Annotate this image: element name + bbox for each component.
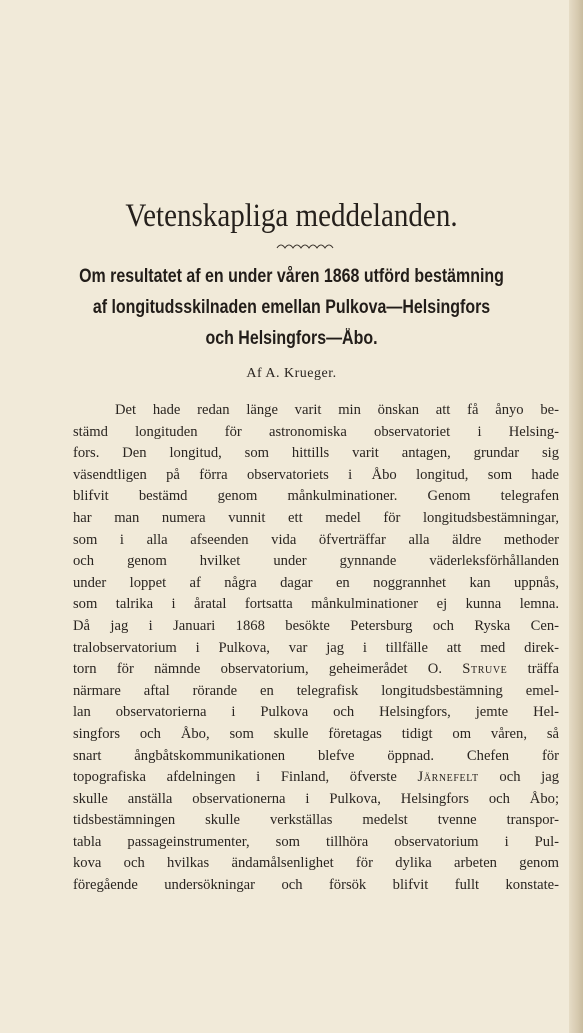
body-line: lan observatorierna i Pulkova och Helsingfors, jemte Hel-	[73, 704, 559, 721]
body-line: Det hade redan länge varit min önskan att få ånyo be-	[115, 402, 559, 418]
body-line: fors. Den longitud, som hittills varit antagen, grundar sig	[73, 445, 559, 462]
body-line: skulle anställa observationerna i Pulkova, Helsingfors och Åbo;	[73, 790, 559, 807]
body-text-run: topografiska afdelningen i Finland, öfverste	[73, 769, 418, 786]
body-text-run: träffa	[507, 661, 559, 678]
page-edge	[569, 0, 583, 1033]
article-heading-line-1: Om resultatet af en under våren 1868 utförd bestämning	[79, 266, 504, 287]
body-line: under loppet af några dagar en noggrannhet kan uppnås,	[73, 574, 559, 591]
body-line: föregående undersökningar och försök blifvit fullt konstate-	[73, 877, 559, 894]
person-name-jarnefelt: Järnefelt	[417, 769, 479, 786]
body-line: som i alla afseenden vida öfverträffar alla äldre methoder	[73, 531, 559, 548]
author-byline: Af A. Krueger.	[246, 366, 337, 381]
article-heading-line-2: af longitudsskilnaden emellan Pulkova—Helsingfors	[92, 297, 491, 318]
body-line: närmare aftal rörande en telegrafisk longitudsbestämning emel-	[73, 682, 559, 699]
body-line: väsendtligen på förra observatoriets i Åbo longitud, som hade	[73, 466, 559, 483]
article-body	[73, 400, 559, 897]
body-line: Då jag i Januari 1868 besökte Petersburg och Ryska Cen-	[73, 617, 559, 634]
body-line: stämd longituden för astronomiska observatoriet i Helsing-	[73, 423, 559, 440]
article-heading-line-3: och Helsingfors—Åbo.	[205, 328, 378, 349]
page-title: Vetenskapliga meddelanden.	[125, 198, 458, 234]
ornament-flourish	[275, 240, 335, 252]
body-line: blifvit bestämd genom månkulminationer. Genom telegrafen	[73, 488, 559, 505]
body-line: tralobservatorium i Pulkova, var jag i tillfälle att med direk-	[73, 639, 559, 656]
body-text-run: torn för nämnde observatorium, geheimerådet O.	[73, 661, 463, 678]
body-text-run: och jag	[478, 769, 559, 786]
body-line: tidsbestämningen skulle verkställas medelst tvenne transpor-	[73, 812, 559, 829]
body-line: snart ångbåtskommunikationen blefve öppnad. Chefen för	[73, 747, 559, 764]
body-line: som talrika i åratal fortsatta månkulminationer ej kunna lemna.	[73, 596, 559, 613]
body-line: och genom hvilket under gynnande väderleksförhållanden	[73, 553, 559, 570]
person-name-struve: Struve	[462, 661, 508, 678]
body-line	[73, 659, 559, 681]
body-line	[73, 767, 559, 789]
body-line: singfors och Åbo, som skulle företagas tidigt om våren, så	[73, 725, 559, 742]
body-line: har man numera vunnit ett medel för longitudsbestämningar,	[73, 509, 559, 526]
body-line: kova och hvilkas ändamålsenlighet för dylika arbeten genom	[73, 855, 559, 872]
body-line: tabla passageinstrumenter, som tillhöra observatorium i Pul-	[73, 833, 559, 850]
